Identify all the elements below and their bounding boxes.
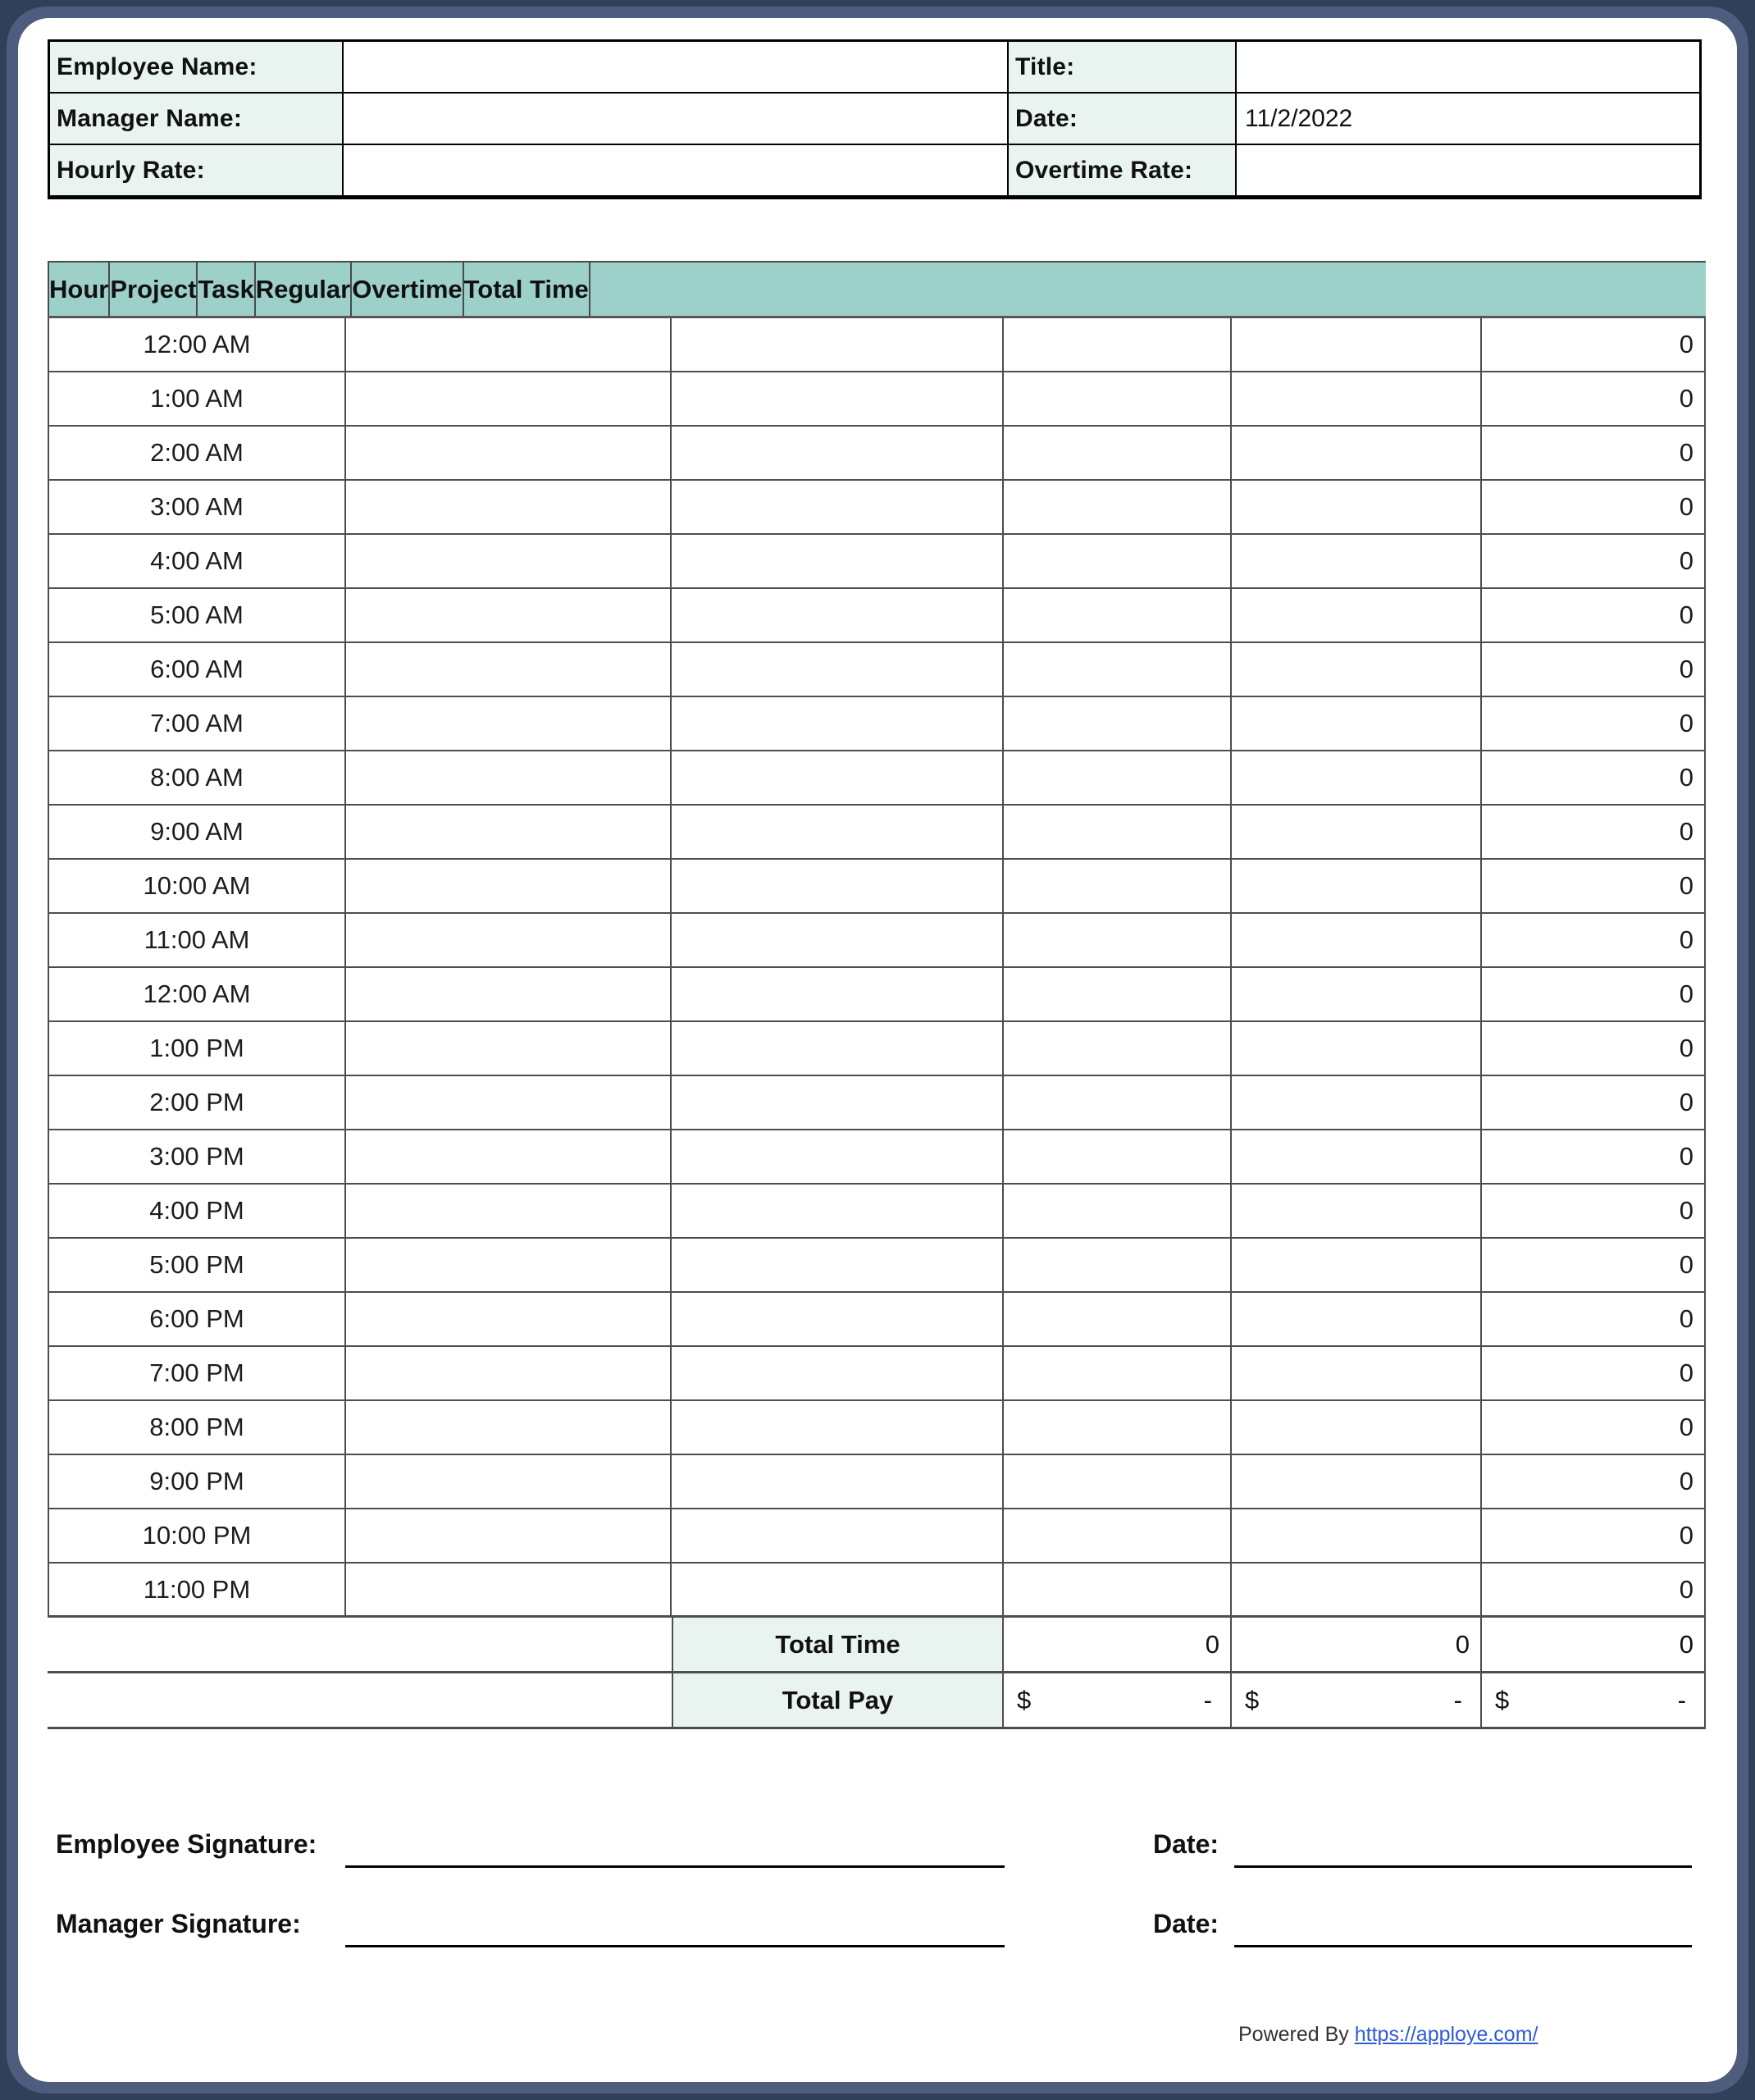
regular-cell[interactable]	[1004, 806, 1232, 858]
info-value-left[interactable]	[344, 145, 1009, 195]
project-cell[interactable]	[346, 643, 672, 696]
hour-cell: 11:00 AM	[49, 914, 346, 966]
total-pay-regular	[1004, 1673, 1232, 1727]
pay-amount: -	[1203, 1685, 1212, 1714]
overtime-cell[interactable]	[1232, 751, 1482, 804]
hour-cell: 8:00 PM	[49, 1401, 346, 1454]
regular-cell[interactable]	[1004, 697, 1232, 750]
hour-cell: 9:00 AM	[49, 806, 346, 858]
info-row	[50, 145, 1699, 197]
regular-cell[interactable]	[1004, 1401, 1232, 1454]
overtime-cell[interactable]	[1232, 1076, 1482, 1129]
regular-cell[interactable]	[1004, 1347, 1232, 1399]
hour-cell: 6:00 PM	[49, 1293, 346, 1345]
info-label-left: Hourly Rate:	[50, 145, 344, 195]
task-cell[interactable]	[672, 1022, 1004, 1075]
column-header: Project	[110, 262, 198, 316]
task-cell[interactable]	[672, 318, 1004, 371]
overtime-cell[interactable]	[1232, 860, 1482, 912]
total-time-cell: 0	[1482, 697, 1706, 750]
total-pay-row	[48, 1673, 1706, 1729]
regular-cell[interactable]	[1004, 427, 1232, 479]
timesheet-page	[18, 18, 1737, 2082]
manager-date-label: Date:	[1153, 1909, 1219, 1938]
powered-by-text: Powered By	[1238, 2023, 1349, 2046]
task-cell[interactable]	[672, 860, 1004, 912]
info-value-right[interactable]: 11/2/2022	[1245, 104, 1353, 132]
apploye-link[interactable]: https://apploye.com/	[1354, 2023, 1538, 2046]
currency-symbol: $	[1017, 1685, 1032, 1714]
project-cell[interactable]	[346, 806, 672, 858]
table-row	[48, 535, 1706, 589]
task-cell[interactable]	[672, 1185, 1004, 1237]
total-time-cell: 0	[1482, 1185, 1706, 1237]
hour-cell: 12:00 AM	[49, 968, 346, 1020]
table-row	[48, 697, 1706, 751]
total-time-row	[48, 1618, 1706, 1673]
hour-cell: 11:00 PM	[49, 1564, 346, 1615]
total-pay-label: Total Pay	[672, 1673, 1004, 1727]
currency-symbol: $	[1245, 1685, 1260, 1714]
project-cell[interactable]	[346, 1185, 672, 1237]
total-time-cell: 0	[1482, 1239, 1706, 1291]
regular-cell[interactable]	[1004, 481, 1232, 533]
table-row	[48, 1185, 1706, 1239]
hour-cell: 1:00 PM	[49, 1022, 346, 1075]
project-cell[interactable]	[346, 860, 672, 912]
info-value-right[interactable]	[1237, 145, 1699, 195]
task-cell[interactable]	[672, 914, 1004, 966]
manager-signature-line[interactable]	[345, 1945, 1005, 1947]
task-cell[interactable]	[672, 1130, 1004, 1183]
total-time-cell: 0	[1482, 968, 1706, 1020]
task-cell[interactable]	[672, 372, 1004, 425]
hour-cell: 8:00 AM	[49, 751, 346, 804]
task-cell[interactable]	[672, 1509, 1004, 1562]
column-header: Total Time	[464, 262, 590, 316]
timesheet-table	[48, 261, 1706, 1729]
employee-signature-label: Employee Signature:	[56, 1829, 317, 1859]
overtime-cell[interactable]	[1232, 1239, 1482, 1291]
total-time-cell: 0	[1482, 806, 1706, 858]
hour-cell: 4:00 PM	[49, 1185, 346, 1237]
task-cell[interactable]	[672, 481, 1004, 533]
table-row	[48, 481, 1706, 535]
overtime-cell[interactable]	[1232, 589, 1482, 641]
info-value-left[interactable]	[344, 94, 1009, 144]
project-cell[interactable]	[346, 1130, 672, 1183]
footer	[1238, 2023, 1538, 2047]
total-time-cell: 0	[1482, 481, 1706, 533]
regular-cell[interactable]	[1004, 914, 1232, 966]
regular-cell[interactable]	[1004, 1022, 1232, 1075]
table-row	[48, 806, 1706, 860]
task-cell[interactable]	[672, 1401, 1004, 1454]
total-time-label: Total Time	[672, 1618, 1004, 1671]
total-time-cell: 0	[1482, 1130, 1706, 1183]
task-cell[interactable]	[672, 1293, 1004, 1345]
info-value-right[interactable]	[1237, 42, 1699, 92]
task-cell[interactable]	[672, 535, 1004, 587]
total-time-cell: 0	[1482, 1293, 1706, 1345]
regular-cell[interactable]	[1004, 860, 1232, 912]
project-cell[interactable]	[346, 427, 672, 479]
overtime-cell[interactable]	[1232, 1022, 1482, 1075]
table-row	[48, 372, 1706, 427]
overtime-cell[interactable]	[1232, 806, 1482, 858]
overtime-cell[interactable]	[1232, 1347, 1482, 1399]
info-label-right: Title:	[1009, 42, 1237, 92]
project-cell[interactable]	[346, 914, 672, 966]
hour-cell: 12:00 AM	[49, 318, 346, 371]
regular-cell[interactable]	[1004, 589, 1232, 641]
total-time-cell: 0	[1482, 1401, 1706, 1454]
overtime-cell[interactable]	[1232, 1130, 1482, 1183]
overtime-cell[interactable]	[1232, 697, 1482, 750]
task-cell[interactable]	[672, 1076, 1004, 1129]
employee-info-table	[48, 39, 1702, 199]
hour-cell: 2:00 PM	[49, 1076, 346, 1129]
table-row	[48, 1401, 1706, 1455]
regular-cell[interactable]	[1004, 751, 1232, 804]
table-row	[48, 968, 1706, 1022]
regular-cell[interactable]	[1004, 318, 1232, 371]
project-cell[interactable]	[346, 1022, 672, 1075]
project-cell[interactable]	[346, 751, 672, 804]
info-label-left: Employee Name:	[50, 42, 344, 92]
column-header: Regular	[256, 262, 352, 316]
overtime-cell[interactable]	[1232, 427, 1482, 479]
project-cell[interactable]	[346, 1509, 672, 1562]
hour-cell: 2:00 AM	[49, 427, 346, 479]
table-row	[48, 751, 1706, 806]
info-row	[50, 94, 1699, 145]
total-time-cell: 0	[1482, 1509, 1706, 1562]
hour-cell: 9:00 PM	[49, 1455, 346, 1508]
table-row	[48, 589, 1706, 643]
total-time-cell: 0	[1482, 914, 1706, 966]
hour-cell: 7:00 PM	[49, 1347, 346, 1399]
table-row	[48, 1509, 1706, 1564]
overtime-cell[interactable]	[1232, 535, 1482, 587]
project-cell[interactable]	[346, 1293, 672, 1345]
total-time-cell: 0	[1482, 751, 1706, 804]
regular-cell[interactable]	[1004, 1455, 1232, 1508]
regular-cell[interactable]	[1004, 1239, 1232, 1291]
table-row	[48, 1022, 1706, 1076]
regular-cell[interactable]	[1004, 1509, 1232, 1562]
task-cell[interactable]	[672, 968, 1004, 1020]
overtime-cell[interactable]	[1232, 968, 1482, 1020]
overtime-cell[interactable]	[1232, 1564, 1482, 1615]
column-header: Hour	[49, 262, 110, 316]
overtime-cell[interactable]	[1232, 1293, 1482, 1345]
overtime-cell[interactable]	[1232, 372, 1482, 425]
table-row	[48, 1239, 1706, 1293]
info-value-left[interactable]	[344, 42, 1009, 92]
hour-cell: 7:00 AM	[49, 697, 346, 750]
table-row	[48, 643, 1706, 697]
table-row	[48, 1564, 1706, 1618]
task-cell[interactable]	[672, 589, 1004, 641]
info-label-right: Date:	[1009, 94, 1237, 144]
info-row	[50, 42, 1699, 94]
total-time-overtime: 0	[1232, 1618, 1482, 1671]
total-time-cell: 0	[1482, 1347, 1706, 1399]
column-header: Task	[198, 262, 255, 316]
regular-cell[interactable]	[1004, 1564, 1232, 1615]
table-row	[48, 1347, 1706, 1401]
hour-cell: 3:00 AM	[49, 481, 346, 533]
table-header-row	[48, 261, 1706, 318]
total-time-cell: 0	[1482, 372, 1706, 425]
total-time-cell: 0	[1482, 589, 1706, 641]
total-time-cell: 0	[1482, 318, 1706, 371]
total-time-regular: 0	[1004, 1618, 1232, 1671]
project-cell[interactable]	[346, 372, 672, 425]
project-cell[interactable]	[346, 1239, 672, 1291]
total-time-cell: 0	[1482, 1564, 1706, 1615]
overtime-cell[interactable]	[1232, 1509, 1482, 1562]
total-row-spacer	[48, 1673, 672, 1727]
hour-cell: 10:00 AM	[49, 860, 346, 912]
table-row	[48, 1076, 1706, 1130]
hour-cell: 10:00 PM	[49, 1509, 346, 1562]
project-cell[interactable]	[346, 589, 672, 641]
manager-signature-label: Manager Signature:	[56, 1909, 301, 1938]
regular-cell[interactable]	[1004, 1293, 1232, 1345]
overtime-cell[interactable]	[1232, 1401, 1482, 1454]
hour-cell: 1:00 AM	[49, 372, 346, 425]
employee-date-label: Date:	[1153, 1829, 1219, 1859]
overtime-cell[interactable]	[1232, 318, 1482, 371]
pay-amount: -	[1677, 1685, 1686, 1714]
overtime-cell[interactable]	[1232, 1455, 1482, 1508]
table-row	[48, 318, 1706, 372]
currency-symbol: $	[1495, 1685, 1510, 1714]
regular-cell[interactable]	[1004, 1076, 1232, 1129]
overtime-cell[interactable]	[1232, 1185, 1482, 1237]
total-pay-overtime	[1232, 1673, 1482, 1727]
project-cell[interactable]	[346, 1455, 672, 1508]
regular-cell[interactable]	[1004, 1130, 1232, 1183]
total-time-total: 0	[1482, 1618, 1706, 1671]
hour-cell: 6:00 AM	[49, 643, 346, 696]
task-cell[interactable]	[672, 1347, 1004, 1399]
project-cell[interactable]	[346, 318, 672, 371]
project-cell[interactable]	[346, 1564, 672, 1615]
total-row-spacer	[48, 1618, 672, 1671]
task-cell[interactable]	[672, 751, 1004, 804]
regular-cell[interactable]	[1004, 535, 1232, 587]
hour-cell: 5:00 AM	[49, 589, 346, 641]
total-time-cell: 0	[1482, 1022, 1706, 1075]
total-time-cell: 0	[1482, 860, 1706, 912]
task-cell[interactable]	[672, 1455, 1004, 1508]
project-cell[interactable]	[346, 697, 672, 750]
employee-date-line[interactable]	[1234, 1865, 1692, 1868]
total-time-cell: 0	[1482, 535, 1706, 587]
info-label-left: Manager Name:	[50, 94, 344, 144]
project-cell[interactable]	[346, 1076, 672, 1129]
project-cell[interactable]	[346, 968, 672, 1020]
project-cell[interactable]	[346, 481, 672, 533]
regular-cell[interactable]	[1004, 643, 1232, 696]
overtime-cell[interactable]	[1232, 481, 1482, 533]
hour-cell: 4:00 AM	[49, 535, 346, 587]
total-time-cell: 0	[1482, 1076, 1706, 1129]
task-cell[interactable]	[672, 1239, 1004, 1291]
column-header: Overtime	[352, 262, 463, 316]
total-pay-total	[1482, 1673, 1706, 1727]
table-row	[48, 1455, 1706, 1509]
task-cell[interactable]	[672, 1564, 1004, 1615]
table-row	[48, 914, 1706, 968]
table-row	[48, 1293, 1706, 1347]
table-row	[48, 1130, 1706, 1185]
total-time-cell: 0	[1482, 1455, 1706, 1508]
pay-amount: -	[1453, 1685, 1462, 1714]
regular-cell[interactable]	[1004, 372, 1232, 425]
total-time-cell: 0	[1482, 643, 1706, 696]
regular-cell[interactable]	[1004, 968, 1232, 1020]
task-cell[interactable]	[672, 643, 1004, 696]
employee-signature-line[interactable]	[345, 1865, 1005, 1868]
total-time-cell: 0	[1482, 427, 1706, 479]
info-label-right: Overtime Rate:	[1009, 145, 1237, 195]
table-row	[48, 860, 1706, 914]
hour-cell: 3:00 PM	[49, 1130, 346, 1183]
regular-cell[interactable]	[1004, 1185, 1232, 1237]
task-cell[interactable]	[672, 697, 1004, 750]
overtime-cell[interactable]	[1232, 914, 1482, 966]
hour-cell: 5:00 PM	[49, 1239, 346, 1291]
project-cell[interactable]	[346, 535, 672, 587]
task-cell[interactable]	[672, 427, 1004, 479]
table-row	[48, 427, 1706, 481]
overtime-cell[interactable]	[1232, 643, 1482, 696]
project-cell[interactable]	[346, 1401, 672, 1454]
project-cell[interactable]	[346, 1347, 672, 1399]
task-cell[interactable]	[672, 806, 1004, 858]
manager-date-line[interactable]	[1234, 1945, 1692, 1947]
